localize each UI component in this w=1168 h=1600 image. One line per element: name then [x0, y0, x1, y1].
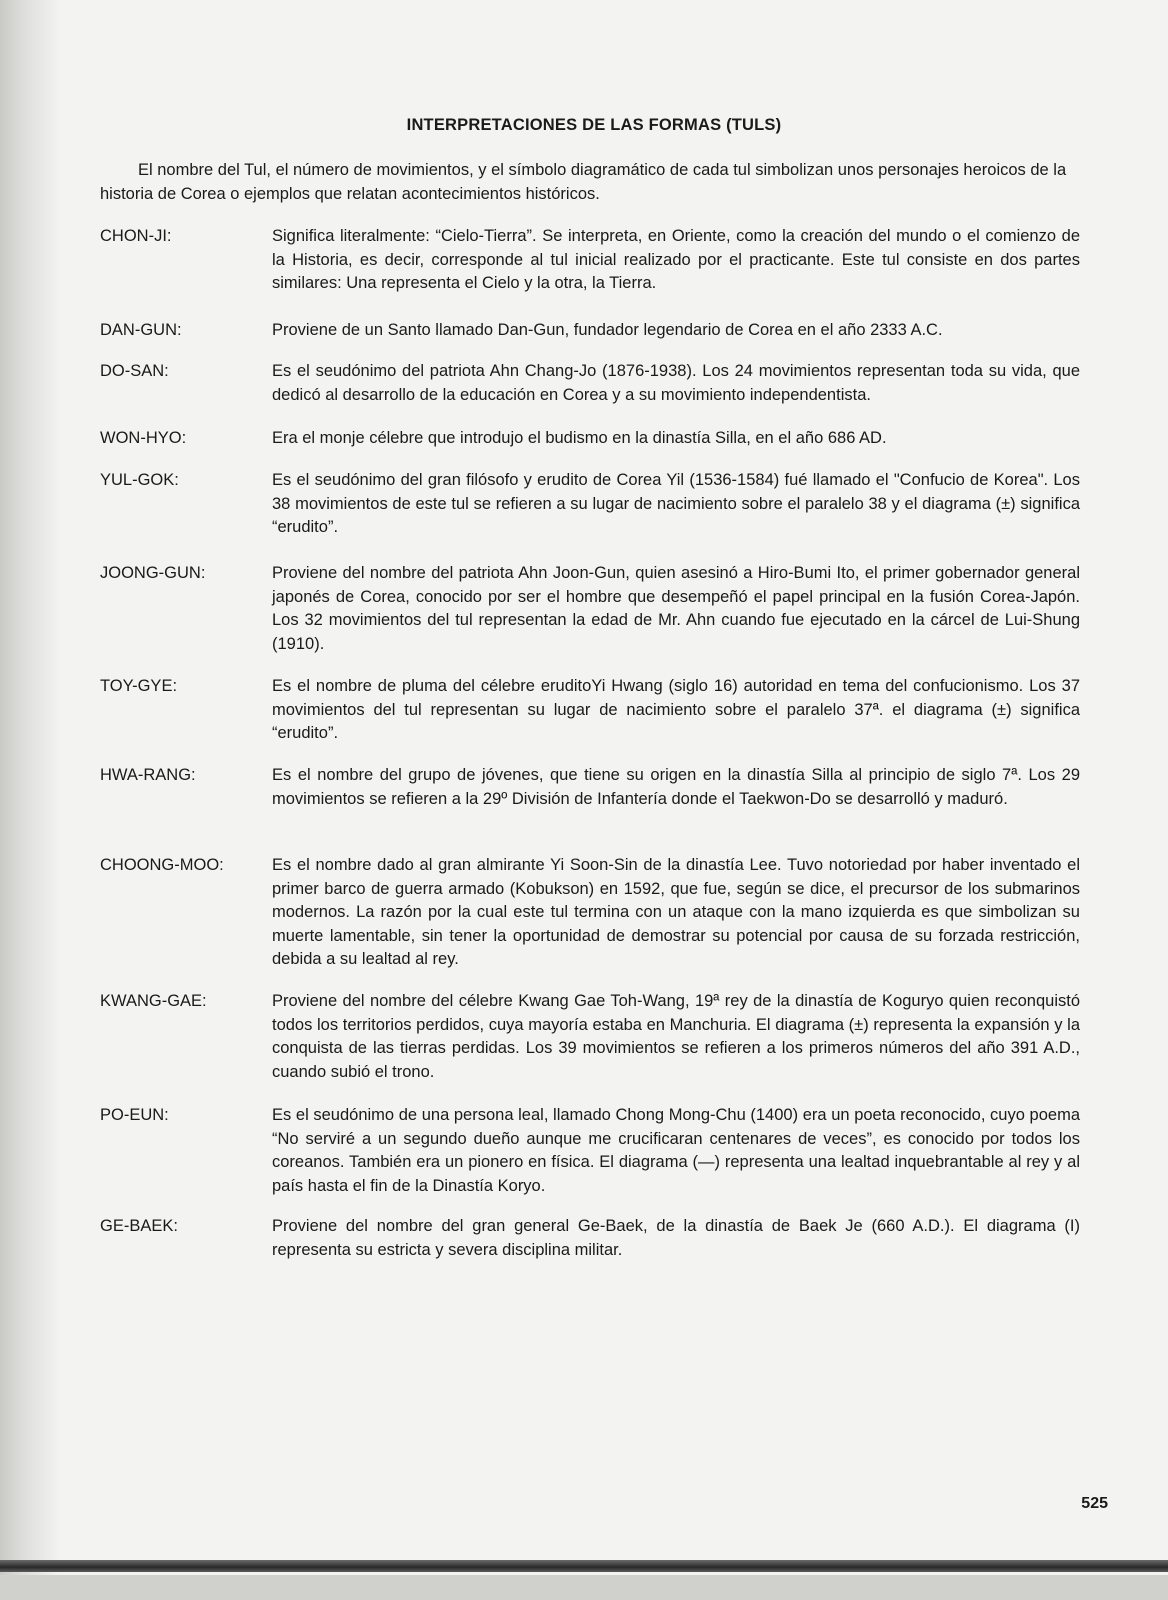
entry-toy-gye — [100, 675, 1080, 746]
entry-term: TOY-GYE: — [100, 677, 178, 695]
entry-description: Es el nombre dado al gran almirante Yi Soon-Sin de la dinastía Lee. Tuvo notoriedad por haber inventado el primer barco de guerra armado (Kobukson) en 1592, que fue, según se dice, el precursor de los submarinos modernos. La razón por la cual este tul termina con un ataque con la mano izquierda es que simbolizan su muerte lamentable, sin tener la oportunidad de demostrar su potencial por causa de su forzada restricción, debida a su lealtad al rey. — [272, 856, 1080, 968]
entry-hwa-rang — [100, 764, 1080, 811]
entry-term: YUL-GOK: — [100, 471, 179, 489]
entry-yul-gok — [100, 469, 1080, 540]
entry-description: Significa literalmente: “Cielo-Tierra”. Se interpreta, en Oriente, como la creación del mundo o el comienzo de la Historia, es decir, corresponde al tul inicial realizado por el practicante. Este tul consiste en dos partes similares: Una representa el Cielo y la otra, la Tierra. — [272, 227, 1080, 292]
entry-term: HWA-RANG: — [100, 766, 196, 784]
entry-description: Era el monje célebre que introdujo el budismo en la dinastía Silla, en el año 686 AD. — [272, 429, 887, 447]
entry-description: Es el seudónimo de una persona leal, llamado Chong Mong-Chu (1400) era un poeta reconocido, cuyo poema “No serviré a un segundo dueño aunque me crucificaran centenares de veces”, es conocido por todos los coreanos. También era un pionero en física. El diagrama (—) representa una lealtad inquebrantable al rey y al país hasta el fin de la Dinastía Koryo. — [272, 1106, 1080, 1195]
entry-term: PO-EUN: — [100, 1106, 169, 1124]
entry-kwang-gae — [100, 990, 1080, 1084]
entry-description: Proviene de un Santo llamado Dan-Gun, fundador legendario de Corea en el año 2333 A.C. — [272, 321, 943, 339]
entry-term: DO-SAN: — [100, 362, 169, 380]
entry-dan-gun — [100, 319, 1080, 343]
entry-term: JOONG-GUN: — [100, 564, 206, 582]
entry-term: DAN-GUN: — [100, 321, 182, 339]
entry-description: Es el seudónimo del patriota Ahn Chang-Jo (1876-1938). Los 24 movimientos representan toda su vida, que dedicó al desarrollo de la educación en Corea y a su movimiento independentista. — [272, 362, 1080, 404]
entry-joong-gun — [100, 562, 1080, 656]
page-number: 525 — [1081, 1495, 1108, 1512]
entry-description: Proviene del nombre del célebre Kwang Gae Toh-Wang, 19ª rey de la dinastía de Koguryo quien reconquistó todos los territorios perdidos, cuya mayoría estaba en Manchuria. El diagrama (±) representa la expansión y la conquista de las tierras perdidas. Los 39 movimientos se refieren a los primeros números del año 391 A.D., cuando subió el trono. — [272, 992, 1080, 1081]
page-title: INTERPRETACIONES DE LAS FORMAS (TULS) — [406, 116, 782, 134]
entry-chon-ji — [100, 225, 1080, 296]
entry-term: KWANG-GAE: — [100, 992, 207, 1010]
scan-bottom-edge — [0, 1560, 1168, 1572]
entry-description: Proviene del nombre del patriota Ahn Joon-Gun, quien asesinó a Hiro-Bumi Ito, el primer gobernador general japonés de Corea, conocido por ser el hombre que desempeñó el papel principal en la fusión Corea-Japón. Los 32 movimientos del tul representan la edad de Mr. Ahn cuando fue ejecutado en la cárcel de Lui-Shung (1910). — [272, 564, 1080, 653]
entry-po-eun — [100, 1104, 1080, 1198]
scan-bottom-margin — [0, 1575, 1168, 1600]
entry-term: GE-BAEK: — [100, 1217, 178, 1235]
entry-description: Es el seudónimo del gran filósofo y erudito de Corea Yil (1536-1584) fué llamado el "Confucio de Korea". Los 38 movimientos de este tul se refieren a su lugar de nacimiento sobre el paralelo 38 y el diagrama (±) significa “erudito”. — [272, 471, 1080, 536]
entry-ge-baek — [100, 1215, 1080, 1262]
entry-choong-moo — [100, 854, 1080, 972]
entry-description: Proviene del nombre del gran general Ge-Baek, de la dinastía de Baek Je (660 A.D.). El diagrama (I) representa su estricta y severa disciplina militar. — [272, 1217, 1080, 1259]
entry-won-hyo — [100, 427, 1080, 451]
entry-description: Es el nombre del grupo de jóvenes, que tiene su origen en la dinastía Silla al principio de siglo 7ª. Los 29 movimientos se refieren a la 29º División de Infantería donde el Taekwon-Do se desarrolló y maduró. — [272, 766, 1080, 808]
entry-term: CHOONG-MOO: — [100, 856, 224, 874]
entry-description: Es el nombre de pluma del célebre eruditoYi Hwang (siglo 16) autoridad en tema del confucionismo. Los 37 movimientos del tul representan su lugar de nacimiento sobre el paralelo 37ª. el diagrama (±) significa “erudito”. — [272, 677, 1080, 742]
scan-edge-shadow — [0, 0, 60, 1600]
intro-paragraph: El nombre del Tul, el número de movimientos, y el símbolo diagramático de cada tul simbolizan unos personajes heroicos de la historia de Corea o ejemplos que relatan acontecimientos históricos. — [100, 161, 1067, 203]
entry-term: CHON-JI: — [100, 227, 172, 245]
entry-term: WON-HYO: — [100, 429, 187, 447]
entry-do-san — [100, 360, 1080, 407]
